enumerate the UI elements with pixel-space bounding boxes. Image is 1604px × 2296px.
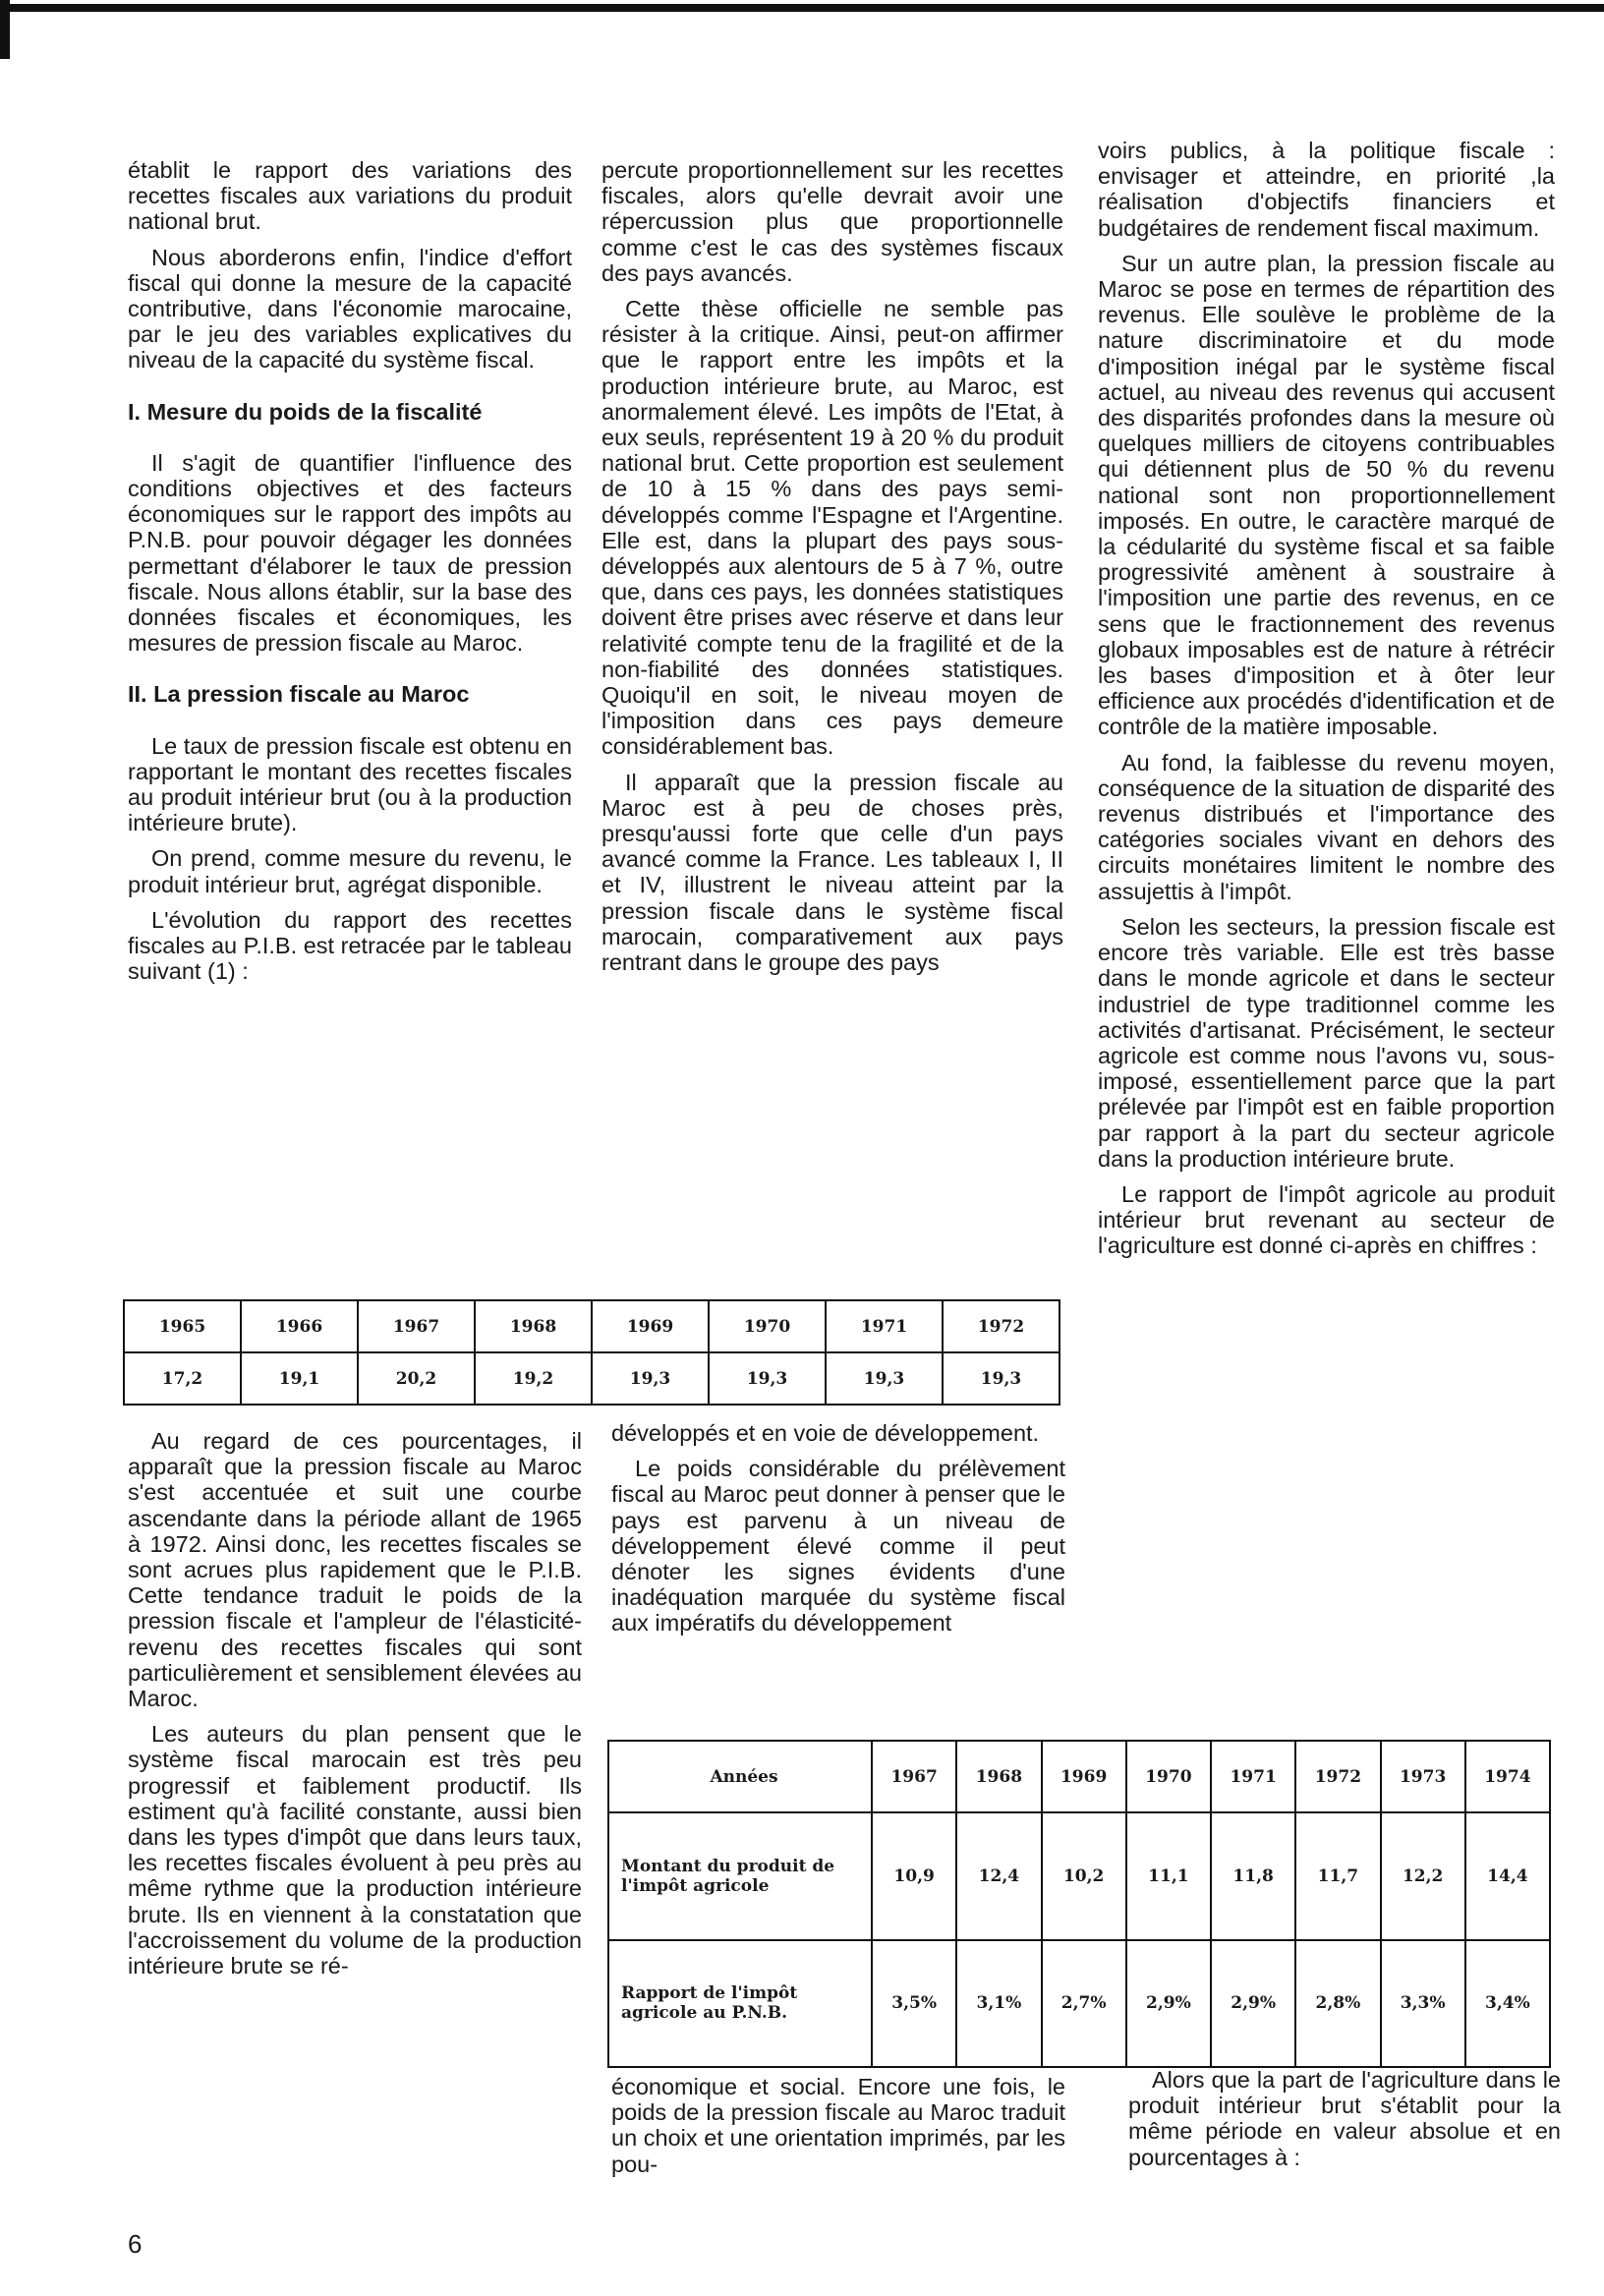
paragraph: développés et en voie de développement. (611, 1420, 1040, 1446)
paragraph: Au fond, la faiblesse du revenu moyen, conséquence de la situation de disparité des revenus distribués et l'importance des catégories sociales vivant en dehors des circuits monétaires limitent le nombre des assujettis à l'impôt. (1098, 749, 1555, 904)
table-cell: 10,9 (872, 1812, 956, 1939)
table-cell: 1967 (358, 1300, 475, 1352)
paragraph: voirs publics, à la politique fiscale : envisager et atteindre, en priorité ,la réalisation d'objectifs financiers et budgétaires de rendement fiscal maximum. (1098, 138, 1555, 241)
table-header-cell: Années (608, 1741, 872, 1812)
table-cell: 10,2 (1042, 1812, 1126, 1939)
section-heading: II. La pression fiscale au Maroc (128, 681, 470, 708)
table-cell: 1970 (709, 1300, 826, 1352)
paragraph: Le taux de pression fiscale est obtenu en rapportant le montant des recettes fiscales au produit intérieur brut (ou à la production intérieure brute). (128, 732, 572, 836)
paragraph: économique et social. Encore une fois, le poids de la pression fiscale au Maroc traduit un choix et une orientation imprimés, par les pou- (611, 2074, 1065, 2177)
table-row (608, 1940, 1550, 2067)
table-cell: 1969 (592, 1300, 709, 1352)
paragraph: Au regard de ces pourcentages, il apparaît que la pression fiscale au Maroc s'est accentuée et suit une courbe ascendante dans la période allant de 1965 à 1972. Ainsi donc, les recettes fiscales se sont acrues plus rapidement que le P.I.B. Cette tendance traduit le poids de la pression fiscale et l'ampleur de l'élasticité-revenu des recettes fiscales qui sont particulièrement et sensiblement élevées au Maroc. (128, 1428, 582, 1712)
table-cell: 19,3 (709, 1352, 826, 1405)
table-cell: 11,1 (1126, 1812, 1211, 1939)
paragraph: On prend, comme mesure du revenu, le produit intérieur brut, agrégat disponible. (128, 845, 572, 897)
table-cell: 2,7% (1042, 1940, 1126, 2067)
table-cell: 20,2 (358, 1352, 475, 1405)
table-cell: 2,8% (1295, 1940, 1380, 2067)
paragraph: Cette thèse officielle ne semble pas résister à la critique. Ainsi, peut-on affirmer que le rapport entre les impôts et la production intérieure brute, au Maroc, est anormalement élevé. Les impôts de l'Etat, à eux seuls, représentent 19 à 20 % du produit national brut. Cette proportion est seulement de 10 à 15 % dans des pays semi-développés comme l'Espagne et l'Argentine. Elle est, dans la plupart des pays sous-développés aux alentours de 5 à 7 %, outre que, dans ces pays, les données statistiques doivent être prises avec réserve et dans leur relativité compte tenu de la fragilité et de la non-fiabilité des données statistiques. Quoiqu'il en soit, le niveau moyen de l'imposition dans ces pays demeure considérablement bas. (602, 296, 1063, 760)
table-cell: 1972 (943, 1300, 1060, 1352)
table-cell: 1973 (1381, 1741, 1465, 1812)
table-cell: 1974 (1465, 1741, 1550, 1812)
top-rule (0, 4, 1604, 12)
table-cell: 1968 (475, 1300, 592, 1352)
table-row-label: Rapport de l'impôt agricole au P.N.B. (608, 1940, 872, 2067)
table-cell: 1969 (1042, 1741, 1126, 1812)
middle-column-bottom (611, 1420, 1065, 1646)
paragraph: L'évolution du rapport des recettes fiscales au P.I.B. est retracée par le tableau suivant (1) : (128, 906, 572, 985)
table-cell: 19,1 (241, 1352, 358, 1405)
middle-column-last (611, 2074, 1065, 2187)
paragraph: établit le rapport des variations des recettes fiscales aux variations du produit national brut. (128, 157, 572, 235)
fiscal-pressure-table (123, 1299, 1060, 1406)
paragraph: Le rapport de l'impôt agricole au produit intérieur brut revenant au secteur de l'agriculture est donné ci-après en chiffres : (1098, 1180, 1555, 1259)
table-cell: 1967 (872, 1741, 956, 1812)
table-cell: 19,3 (826, 1352, 943, 1405)
table-cell: 3,1% (956, 1940, 1041, 2067)
table-cell: 19,2 (475, 1352, 592, 1405)
paragraph: Il apparaît que la pression fiscale au Maroc est à peu de choses près, presqu'aussi forte que celle d'un pays avancé comme la France. Les tableaux I, II et IV, illustrent le niveau atteint par la pression fiscale dans le système fiscal marocain, comparativement aux pays rentrant dans le groupe des pays (602, 769, 1063, 976)
table-cell: 1965 (124, 1300, 241, 1352)
table-cell: 12,2 (1381, 1812, 1465, 1939)
left-edge-mark (0, 0, 10, 59)
table-cell: 2,9% (1126, 1940, 1211, 2067)
table-cell: 1970 (1126, 1741, 1211, 1812)
table-cell: 19,3 (592, 1352, 709, 1405)
table-cell: 11,7 (1295, 1812, 1380, 1939)
middle-column-top (602, 157, 1063, 985)
table-cell: 19,3 (943, 1352, 1060, 1405)
left-column-bottom (128, 1428, 582, 1988)
paragraph: Nous aborderons enfin, l'indice d'effort fiscal qui donne la mesure de la capacité contributive, dans l'économie marocaine, par le jeu des variables explicatives du niveau de la capacité du système fiscal. (128, 244, 572, 373)
table-cell: 17,2 (124, 1352, 241, 1405)
paragraph: Le poids considérable du prélèvement fiscal au Maroc peut donner à penser que le pays est parvenu à un niveau de développement élevé comme il peut dénoter les signes évidents d'une inadéquation marquée du système fiscal aux impératifs du développement (611, 1456, 1065, 1636)
paragraph: Selon les secteurs, la pression fiscale est encore très variable. Elle est très basse dans le monde agricole et dans le secteur industriel de type traditionnel comme les activités d'artisanat. Précisément, le secteur agricole est comme nous l'avons vu, sous-imposé, essentiellement parce que la part prélevée par l'impôt est en faible proportion par rapport à la part du secteur agricole dans la production intérieure brute. (1098, 913, 1555, 1172)
agricultural-tax-table (607, 1740, 1551, 2068)
paragraph: percute proportionnellement sur les recettes fiscales, alors qu'elle devrait avoir une répercussion plus que proportionnelle comme c'est le cas des systèmes fiscaux des pays avancés. (602, 157, 1063, 286)
table-row-label: Montant du produit de l'impôt agricole (608, 1812, 872, 1939)
table-cell: 1971 (826, 1300, 943, 1352)
paragraph: Les auteurs du plan pensent que le système fiscal marocain est très peu progressif et faiblement productif. Ils estiment qu'à facilité constante, aussi bien dans les types d'impôt que dans leurs taux, les recettes fiscales évoluent à peu près au même rythme que la production intérieure brute. Ils en viennent à la constatation que l'accroissement du volume de la production intérieure brute se ré- (128, 1721, 582, 1980)
left-column-top (128, 157, 572, 994)
table-row (608, 1812, 1550, 1939)
table-cell: 12,4 (956, 1812, 1041, 1939)
table-cell: 2,9% (1211, 1940, 1295, 2067)
table-row (124, 1352, 1060, 1405)
page-number: 6 (128, 2229, 143, 2259)
table-cell: 11,8 (1211, 1812, 1295, 1939)
table-cell: 3,5% (872, 1940, 956, 2067)
table-cell: 3,4% (1465, 1940, 1550, 2067)
table-cell: 3,3% (1381, 1940, 1465, 2067)
right-column-top (1098, 138, 1555, 1269)
table-row (124, 1300, 1060, 1352)
table-cell: 1968 (956, 1741, 1041, 1812)
paragraph: Il s'agit de quantifier l'influence des conditions objectives et des facteurs économiques sur le rapport des impôts au P.N.B. pour pouvoir dégager les données permettant d'élaborer le taux de pression fiscale. Nous allons établir, sur la base des données fiscales et économiques, les mesures de pression fiscale au Maroc. (128, 449, 572, 657)
table-cell: 1966 (241, 1300, 358, 1352)
section-heading: I. Mesure du poids de la fiscalité (128, 398, 483, 425)
table-row (608, 1741, 1550, 1812)
paragraph: Alors que la part de l'agriculture dans le produit intérieur brut s'établit pour la même période en valeur absolue et en pourcentages à : (1128, 2067, 1561, 2170)
paragraph: Sur un autre plan, la pression fiscale au Maroc se pose en termes de répartition des revenus. Elle soulève le problème de la nature discriminatoire et du mode d'imposition inégal par le système fiscal actuel, au niveau des revenus qui accusent des disparités profondes dans la mesure où quelques milliers de citoyens contribuables qui détiennent plus de 50 % du revenu national sont non proportionnellement imposés. En outre, le caractère marqué de la cédularité du système fiscal et sa faible progressivité amènent à soustraire à l'imposition une partie des revenus, en ce sens que le fractionnement des revenus globaux imposables est de nature à rétrécir les bases d'imposition et à ôter leur efficience aux procédés d'identification et de contrôle de la matière imposable. (1098, 250, 1555, 740)
right-column-last (1128, 2067, 1561, 2180)
table-cell: 14,4 (1465, 1812, 1550, 1939)
table-cell: 1972 (1295, 1741, 1380, 1812)
table-cell: 1971 (1211, 1741, 1295, 1812)
